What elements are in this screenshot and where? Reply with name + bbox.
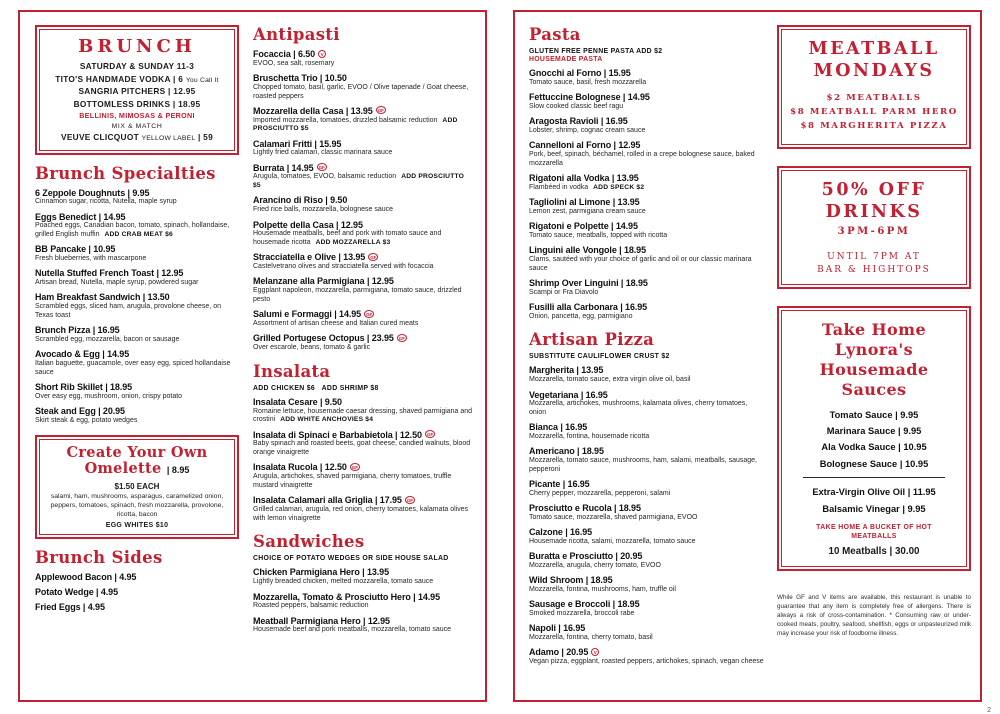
menu-item (253, 252, 473, 272)
item-desc: Mozzarella, fontina, mushrooms, ham, truffle oil (529, 586, 676, 594)
section-title-sandwiches: Sandwiches (253, 532, 365, 552)
gluten-free-icon: GF (318, 165, 325, 171)
menu-item (35, 572, 239, 583)
item-name: Adamo | 20.95 V (529, 647, 765, 658)
meatball-title-line2: MONDAYS (813, 60, 935, 81)
divider (803, 477, 945, 478)
menu-item (253, 567, 473, 587)
item-desc: Flambéed in vodka ADD SPECK $2 (529, 183, 645, 191)
item-desc: Cinnamon sugar, ricotta, Nutella, maple syrup (35, 198, 177, 206)
happy-hour-time: 3PM-6PM (837, 225, 911, 237)
brunch-bottomless-detail: BELLINIS, MIMOSAS & PERONI (79, 111, 195, 120)
item-name: Applewood Bacon | 4.95 (35, 571, 137, 582)
menu-item (253, 616, 473, 636)
item-name: Salumi e Formaggi | 14.95 GF (253, 309, 373, 320)
meatball-deal-1: $2 MEATBALLS (826, 92, 922, 103)
brunch-sides-list (35, 572, 239, 613)
item-name: Mozzarella della Casa | 13.95 GF (253, 105, 384, 116)
item-desc: Over easy egg, mushroom, onion, crispy potato (35, 392, 183, 400)
happy-hour-until: UNTIL 7PM AT (827, 251, 921, 262)
gluten-free-icon: GF (377, 108, 384, 114)
happy-hour-title (787, 180, 961, 224)
item-desc: Mozzarella, fontina, cherry tomato, basil (529, 634, 653, 642)
item-desc: Slow cooked classic beef ragu (529, 102, 624, 110)
menu-item (35, 587, 239, 598)
page-number: 2 (987, 707, 991, 714)
item-name: Aragosta Ravioli | 16.95 (529, 116, 628, 127)
happy-hour-box (777, 166, 971, 289)
item-name: Polpette della Casa | 12.95 (253, 219, 363, 230)
item-name: Americano | 18.95 (529, 446, 604, 457)
item-name: Avocado & Egg | 14.95 (35, 349, 130, 360)
veuve-tag: YELLOW LABEL (141, 135, 196, 142)
item-name: Insalata Cesare | 9.50 (253, 396, 342, 407)
item-desc: Tomato sauce, mozzarella, shaved parmigiana, EVOO (529, 514, 698, 521)
menu-item (789, 502, 959, 516)
item-desc: Baby spinach and roasted beets, goat cheese, candied walnuts, blood orange vinaigrette (253, 440, 471, 457)
item-name: Eggs Benedict | 14.95 (35, 211, 126, 222)
item-name: Arancino di Riso | 9.50 (253, 195, 348, 206)
item-name: Rigatoni alla Vodka | 13.95 (529, 172, 639, 183)
item-name: Focaccia | 6.50 V (253, 49, 473, 60)
item-desc: Onion, pancetta, egg, parmigiano (529, 312, 633, 320)
section-antipasti (253, 25, 473, 353)
item-name: Fettuccine Bolognese | 14.95 (529, 92, 650, 103)
item-name: Insalata Rucola | 12.50 GF (253, 462, 358, 473)
menu-item (529, 245, 765, 273)
menu-item (35, 349, 239, 377)
item-name: Fried Eggs | 4.95 (35, 602, 105, 613)
meatball-deal-2: $8 MEATBALL PARM HERO (790, 106, 958, 117)
section-sandwiches (253, 532, 473, 635)
menu-item (529, 221, 765, 241)
item-name: Steak and Egg | 20.95 (35, 406, 125, 417)
brunch-bottomless-line: BOTTOMLESS DRINKS | 18.95 (73, 98, 201, 109)
item-name: Rigatoni e Polpette | 14.95 (529, 221, 638, 232)
item-desc: Mozzarella, artichokes, mushrooms, kalamata olives, cherry tomatoes, onion (529, 400, 748, 417)
column-brunch (35, 25, 239, 690)
item-name: Buratta e Prosciutto | 20.95 (529, 551, 643, 562)
sandwiches-list (253, 567, 473, 635)
item-desc: Fresh blueberries, with mascarpone (35, 255, 147, 263)
item-name: Tagliolini al Limone | 13.95 (529, 196, 640, 207)
gluten-free-icon: GF (370, 254, 377, 260)
menu-item (529, 278, 765, 298)
item-name: Cannelloni al Forno | 12.95 (529, 140, 641, 151)
item-desc: Poached eggs, Canadian bacon, tomato, spinach, hollandaise, grilled English muffin ADD CRAB MEAT $6 (35, 222, 230, 239)
item-name: Balsamic Vinegar | 9.95 (822, 503, 926, 514)
sauces-title (789, 320, 959, 400)
menu-item (789, 424, 959, 438)
section-title-brunch-sides: Brunch Sides (35, 547, 163, 567)
pasta-list (529, 68, 765, 321)
sauces-title-line4: Sauces (841, 379, 907, 399)
menu-item (529, 599, 765, 619)
section-title-insalata: Insalata (253, 361, 331, 381)
sauces-title-line2: Lynora's (834, 339, 914, 359)
omelette-price: | 8.95 (166, 465, 190, 476)
menu-item (253, 220, 473, 248)
item-desc: Arugula, artichokes, shaved parmigiana, cherry tomatoes, truffle mustard vinaigrette (253, 473, 452, 489)
menu-item (253, 139, 473, 159)
menu-item (253, 309, 473, 329)
meatball-deals (787, 93, 961, 131)
item-name: Extra-Virgin Olive Oil | 11.95 (812, 487, 936, 498)
gluten-free-icon: GF (351, 464, 358, 470)
menu-item (253, 276, 473, 304)
menu-item (529, 173, 765, 193)
section-artisan-pizza (529, 330, 765, 667)
brunch-box (35, 25, 239, 155)
item-desc: Over escarole, beans, tomato & garlic (253, 344, 371, 352)
brunch-mix-match: MIX & MATCH (111, 122, 163, 130)
item-name: Linguini alle Vongole | 18.95 (529, 245, 646, 256)
item-name: Nutella Stuffed French Toast | 12.95 (35, 268, 184, 279)
column-pasta-pizza (529, 25, 765, 690)
insalata-addons-note: ADD CHICKEN $6 ADD SHRIMP $8 (253, 384, 379, 392)
menu-item (35, 212, 239, 240)
item-addon-note: ADD SPECK $2 (593, 183, 645, 191)
happy-hour-location: BAR & HIGHTOPS (817, 264, 931, 275)
item-addon-note: ADD CRAB MEAT $6 (104, 231, 173, 239)
menu-item (253, 495, 473, 523)
item-addon-note: ADD PROSCIUTTO $5 (253, 116, 458, 133)
menu-item (789, 485, 959, 499)
item-desc: Fried rice balls, mozzarella, bolognese sauce (253, 206, 394, 214)
menu-item (789, 408, 959, 422)
menu-item (529, 140, 765, 168)
item-desc: Italian baguette, guacamole, over easy egg, spiced hollandaise sauce (35, 360, 231, 376)
menu-item (529, 527, 765, 547)
item-name: Ham Breakfast Sandwich | 13.50 (35, 292, 170, 303)
item-name: Shrimp Over Linguini | 18.95 (529, 277, 648, 288)
item-name: 6 Zeppole Doughnuts | 9.95 (35, 187, 150, 198)
sauces-title-line1: Take Home (821, 319, 927, 339)
menu-item (35, 406, 239, 426)
happy-hour-line2: DRINKS (825, 201, 923, 222)
menu-item (529, 302, 765, 322)
item-desc: Lightly breaded chicken, melted mozzarella, tomato sauce (253, 578, 434, 586)
section-title-antipasti: Antipasti (253, 25, 340, 44)
item-name: Marinara Sauce | 9.95 (826, 425, 922, 436)
menu-item (35, 382, 239, 402)
section-insalata (253, 362, 473, 524)
gluten-free-icon: GF (398, 335, 405, 341)
item-name: BB Pancake | 10.95 (35, 244, 116, 255)
omelette-each-price: $1.50 EACH (114, 482, 160, 492)
section-title-artisan-pizza: Artisan Pizza (529, 330, 655, 350)
item-desc: Lobster, shrimp, cognac cream sauce (529, 126, 646, 134)
item-name: Stracciatella e Olive | 13.95 GF (253, 252, 377, 263)
item-name: Napoli | 16.95 (529, 623, 586, 634)
sauces-title-line3: Housemade (819, 359, 929, 379)
sauces-list (789, 408, 959, 472)
pasta-glutenfree-note: GLUTEN FREE PENNE PASTA ADD $2 (529, 48, 663, 55)
item-name: Sausage e Broccoli | 18.95 (529, 599, 640, 610)
titos-offer: TITO'S HANDMADE VODKA | 6 (55, 73, 184, 84)
omelette-title (45, 445, 229, 478)
item-name: Brunch Pizza | 16.95 (35, 325, 120, 336)
sandwiches-sides-note: CHOICE OF POTATO WEDGES OR SIDE HOUSE SALAD (253, 555, 449, 563)
meatball-bucket-note: TAKE HOME A BUCKET OF HOT MEATBALLS (816, 523, 932, 541)
item-name: Short Rib Skillet | 18.95 (35, 382, 133, 393)
menu-item (529, 503, 765, 523)
menu-item (529, 575, 765, 595)
item-desc: Eggplant napoleon, mozzarella, parmigiana, tomato sauce, drizzled pesto (253, 287, 462, 303)
brunch-specialties-list (35, 188, 239, 426)
omelette-ingredients: salami, ham, mushrooms, asparagus, caramelized onion, peppers, tomatoes, spinach, fresh mozzarella, provolone, ricotta, bacon (50, 493, 224, 518)
item-name: Melanzane alla Parmigiana | 12.95 (253, 276, 394, 287)
menu-item (253, 73, 473, 101)
item-name: Mozzarella, Tomato & Prosciutto Hero | 14.95 (253, 591, 440, 602)
titos-tag: You Call It (185, 76, 219, 84)
item-name: Fusilli alla Carbonara | 16.95 (529, 301, 648, 312)
item-name: Prosciutto e Rucola | 18.95 (529, 503, 641, 514)
menu-item (529, 197, 765, 217)
column-promos (777, 25, 971, 690)
menu-item (789, 440, 959, 454)
menu-item (253, 106, 473, 134)
brunch-hours: SATURDAY & SUNDAY 11-3 (79, 61, 195, 71)
menu-item (529, 479, 765, 499)
antipasti-list (253, 49, 473, 353)
item-desc: Roasted peppers, balsamic reduction (253, 602, 369, 610)
vegan-icon: V (318, 50, 326, 58)
item-name: Gnocchi al Forno | 15.95 (529, 68, 631, 78)
meatballs-price-line: 10 Meatballs | 30.00 (828, 545, 920, 557)
item-desc: Housemade beef and pork meatballs, mozzarella, tomato sauce (253, 626, 452, 634)
menu-item (35, 325, 239, 345)
item-name: Picante | 16.95 (529, 479, 590, 490)
menu-page-left (18, 10, 487, 702)
meatball-deal-3: $8 MARGHERITA PIZZA (800, 120, 948, 131)
item-name: Margherita | 13.95 (529, 365, 604, 376)
item-name: Insalata di Spinaci e Barbabietola | 12.50 GF (253, 429, 434, 440)
gluten-free-icon: GF (406, 497, 413, 503)
omelette-title-text: Create Your Own Omelette (66, 443, 208, 478)
item-name: Calamari Fritti | 15.95 (253, 138, 342, 149)
artisan-pizza-list (529, 365, 765, 667)
item-desc: Tomato sauce, meatballs, topped with ricotta (529, 231, 668, 239)
menu-item (529, 116, 765, 136)
meatball-mondays-box (777, 25, 971, 149)
item-name: Burrata | 14.95 GF (253, 162, 325, 173)
menu-item (789, 457, 959, 471)
item-addon-note: ADD WHITE ANCHOVIES $4 (280, 416, 374, 424)
section-title-brunch-specialties: Brunch Specialties (35, 163, 216, 183)
item-addon-note: ADD MOZZARELLA $3 (315, 239, 391, 247)
item-desc: Tomato sauce, basil, fresh mozzarella (529, 78, 647, 86)
veuve-name: VEUVE CLICQUOT (60, 132, 139, 142)
menu-page-right (513, 10, 982, 702)
item-desc: Grilled calamari, arugula, red onion, cherry tomatoes, kalamata olives with lemon vinaigrette (253, 505, 469, 522)
insalata-list (253, 397, 473, 524)
menu-item (253, 163, 473, 191)
item-desc: Arugula, tomatoes, EVOO, balsamic reduction ADD PROSCIUTTO $5 (253, 173, 465, 190)
veuve-price: | 59 (197, 132, 214, 142)
item-name: Wild Shroom | 18.95 (529, 575, 613, 586)
menu-item (253, 430, 473, 458)
item-name: Chicken Parmigiana Hero | 13.95 (253, 567, 389, 578)
menu-item (529, 68, 765, 88)
item-name: Bolognese Sauce | 10.95 (819, 458, 929, 469)
menu-item (529, 647, 765, 667)
item-name: Grilled Portugese Octopus | 23.95 GF (253, 333, 405, 344)
item-name: Calzone | 16.95 (529, 527, 593, 538)
item-desc: Castelvetrano olives and stracciatella served with focaccia (253, 263, 434, 271)
menu-item (253, 333, 473, 353)
item-name: Bianca | 16.95 (529, 422, 588, 433)
item-name: Ala Vodka Sauce | 10.95 (821, 442, 927, 453)
allergen-disclaimer: While GF and V items are available, this restaurant is unable to guarantee that any item is completely free of allergens. There is always a risk of cross-contamination. * Consuming raw or under-cooked meats, poultry, seafood, shellfish, eggs or unpasteurized milk may increase your risk of foodborne illness. (777, 593, 971, 638)
brunch-sangria-line: SANGRIA PITCHERS | 12.95 (78, 86, 196, 96)
section-pasta (529, 25, 765, 321)
spacer (787, 237, 961, 249)
menu-item (35, 292, 239, 320)
item-desc: Pork, beef, spinach, béchamel, rolled in a crepe bolognese sauce, baked mozzarella (529, 150, 755, 167)
item-desc: Assortment of artisan cheese and Italian cured meats (253, 319, 419, 327)
menu-item (35, 244, 239, 264)
item-desc: Cherry pepper, mozzarella, pepperoni, salami (529, 489, 671, 497)
menu-item (529, 623, 765, 643)
item-desc: EVOO, sea salt, rosemary (253, 59, 335, 67)
menu-item (35, 268, 239, 288)
sauces-extras-list (789, 485, 959, 516)
item-desc: Scrambled egg, mozzarella, bacon or sausage (35, 336, 180, 344)
item-desc: Scampi or Fra Diavolo (529, 288, 599, 296)
item-desc: Lemon zest, parmigiana cream sauce (529, 207, 646, 215)
item-desc: Chopped tomato, basil, garlic, EVOO / Olive tapenade / Goat cheese, roasted peppers (253, 83, 469, 100)
vegan-icon: V (591, 648, 599, 656)
item-desc: Artisan bread, Nutella, maple syrup, powdered sugar (35, 279, 199, 287)
item-desc: Housemade meatballs, beef and pork with tomato sauce and housemade ricotta ADD MOZZARELLA $3 (253, 230, 442, 247)
item-name: Insalata Calamari alla Griglia | 17.95 GF (253, 495, 413, 506)
item-name: Tomato Sauce | 9.95 (829, 409, 919, 420)
take-home-sauces-box (777, 306, 971, 571)
item-desc: Imported mozzarella, tomatoes, drizzled balsamic reduction ADD PROSCIUTTO $5 (253, 116, 458, 133)
section-brunch-sides (35, 548, 239, 613)
item-desc: Romaine lettuce, housemade caesar dressing, shaved parmigiana and crostini ADD WHITE ANCHOVIES $4 (253, 407, 473, 424)
section-brunch-specialties (35, 164, 239, 426)
item-name: Potato Wedge | 4.95 (35, 586, 118, 597)
gluten-free-icon: GF (366, 311, 373, 317)
item-name: Vegetariana | 16.95 (529, 389, 608, 400)
menu-item (253, 462, 473, 490)
item-desc: Mozzarella, arugula, cherry tomato, EVOO (529, 562, 661, 570)
menu-item (529, 92, 765, 112)
menu-item (253, 397, 473, 425)
gluten-free-icon: GF (426, 432, 434, 438)
menu-item (253, 592, 473, 612)
item-desc: Smoked mozzarella, broccoli rabe (529, 610, 635, 618)
item-desc: Lightly fried calamari, classic marinara sauce (253, 149, 393, 157)
item-desc: Housemade ricotta, salami, mozzarella, tomato sauce (529, 538, 696, 546)
item-name: Bruschetta Trio | 10.50 (253, 73, 347, 84)
item-desc: Mozzarella, tomato sauce, mushrooms, ham, salami, meatballs, sausage, pepperoni (529, 457, 757, 473)
item-desc: Vegan pizza, eggplant, roasted peppers, artichokes, spinach, vegan cheese (529, 658, 764, 666)
item-desc: Skirt steak & egg, potato wedges (35, 416, 138, 424)
menu-item (529, 390, 765, 418)
meatball-title-line1: MEATBALL (808, 39, 940, 59)
menu-item (529, 365, 765, 385)
omelette-egg-whites: EGG WHITES $10 (105, 521, 169, 529)
brunch-title: BRUNCH (78, 36, 196, 57)
item-desc: Scrambled eggs, sliced ham, arugula, provolone cheese, on Texas toast (35, 303, 221, 319)
pizza-cauliflower-note: SUBSTITUTE CAULIFLOWER CRUST $2 (529, 353, 670, 361)
column-antipasti-insalata-sandwiches (253, 25, 473, 690)
menu-item (253, 49, 473, 69)
menu-item (253, 195, 473, 215)
menu-item (529, 446, 765, 474)
item-name: Meatball Parmigiana Hero | 12.95 (253, 615, 390, 626)
pasta-housemade-note: HOUSEMADE PASTA (529, 56, 603, 63)
meatball-mondays-title (787, 39, 961, 83)
brunch-titos-line (43, 74, 231, 84)
menu-item (529, 422, 765, 442)
section-title-pasta: Pasta (529, 25, 581, 44)
item-desc: Mozzarella, tomato sauce, extra virgin olive oil, basil (529, 376, 691, 384)
item-desc: Clams, sautéed with your choice of garlic and oil or our classic marinara sauce (529, 255, 752, 272)
happy-hour-line1: 50% OFF (821, 179, 927, 200)
menu-item (35, 188, 239, 208)
menu-item (529, 551, 765, 571)
brunch-veuve-line (43, 132, 231, 142)
menu-item (35, 602, 239, 613)
item-desc: Mozzarella, fontina, housemade ricotta (529, 433, 650, 441)
item-addon-note: ADD PROSCIUTTO $5 (253, 173, 465, 190)
omelette-box (35, 435, 239, 539)
